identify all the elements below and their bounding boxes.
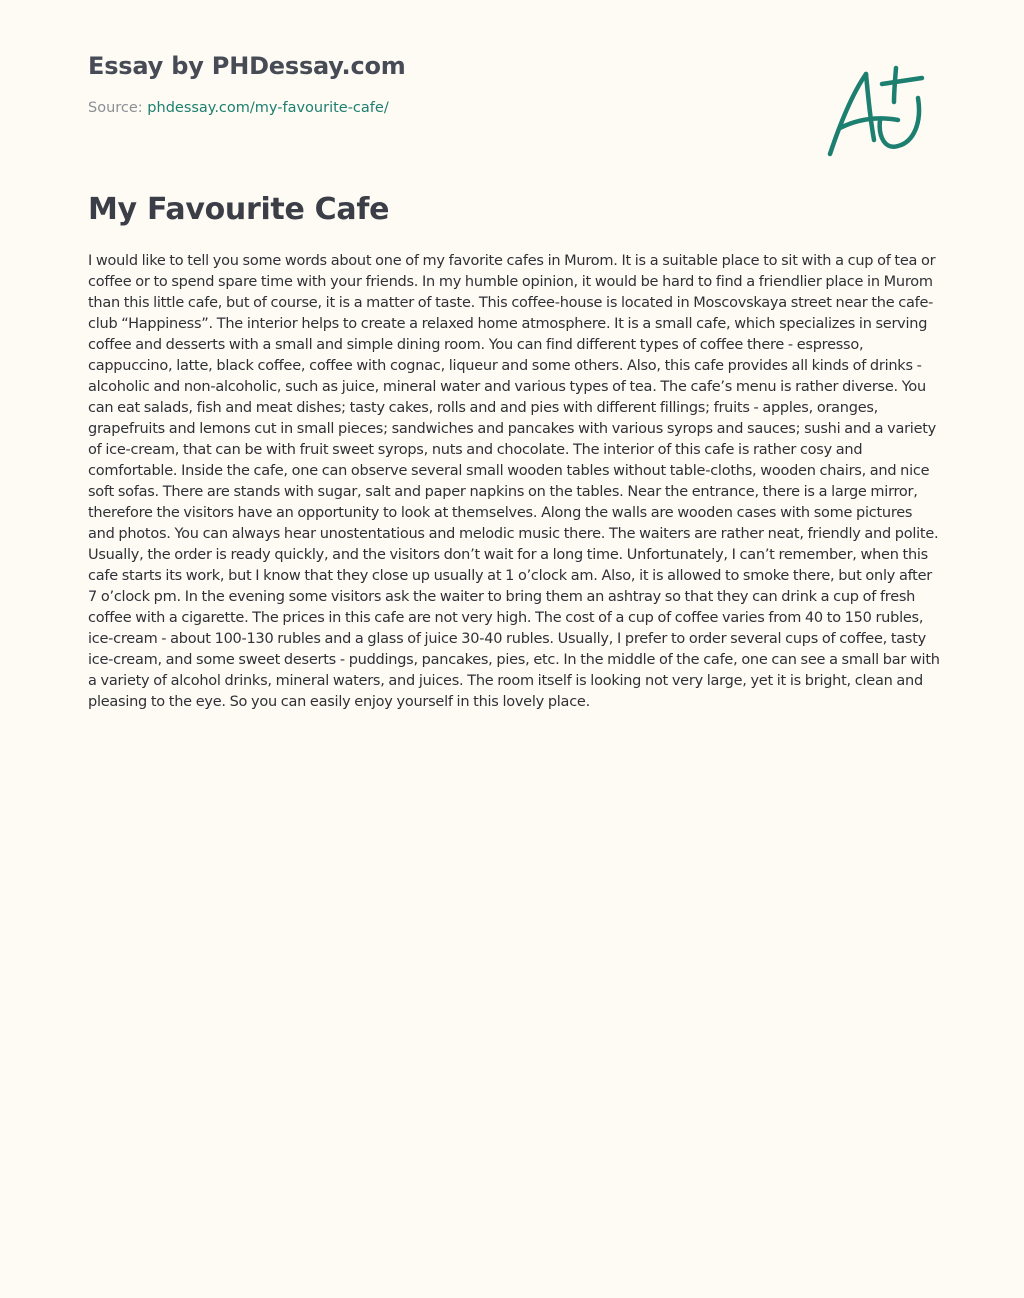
site-brand: Essay by PHDessay.com	[88, 52, 406, 80]
source-label: Source:	[88, 100, 148, 116]
source-link[interactable]: phdessay.com/my-favourite-cafe/	[147, 100, 389, 116]
a-plus-grade-logo-icon	[822, 62, 930, 162]
essay-title: My Favourite Cafe	[88, 192, 390, 227]
page-header	[88, 50, 788, 116]
source-line	[88, 100, 389, 116]
essay-body: I would like to tell you some words about one of my favorite cafes in Murom. It is a suitable place to sit with a cup of tea or coffee or to spend spare time with your friends. In my humble opinion, it would be hard to find a friendlier place in Murom than this little cafe, but of course, it is a matter of taste. This coffee-house is located in Moscovskaya street near the cafe-club “Happiness”. The interior helps to create a relaxed home atmosphere. It is a small cafe, which specializes in serving coffee and desserts with a small and simple dining room. You can find different types of coffee there - espresso, cappuccino, latte, black coffee, coffee with cognac, liqueur and some others. Also, this cafe provides all kinds of drinks - alcoholic and non-alcoholic, such as juice, mineral water and various types of tea. The cafe’s menu is rather diverse. You can eat salads, fish and meat dishes; tasty cakes, rolls and and pies with different fillings; fruits - apples, oranges, grapefruits and lemons cut in small pieces; sandwiches and pancakes with various syrops and sauces; sushi and a variety of ice-cream, that can be with fruit sweet syrops, nuts and chocolate. The interior of this cafe is rather cosy and comfortable. Inside the cafe, one can observe several small wooden tables without table-cloths, wooden chairs, and nice soft sofas. There are stands with sugar, salt and paper napkins on the tables. Near the entrance, there is a large mirror, therefore the visitors have an opportunity to look at themselves. Along the walls are wooden cases with some pictures and photos. You can always hear unostentatious and melodic music there. The waiters are rather neat, friendly and polite. Usually, the order is ready quickly, and the visitors don’t wait for a long time. Unfortunately, I can’t remember, when this cafe starts its work, but I know that they close up usually at 1 o’clock am. Also, it is allowed to smoke there, but only after 7 o’clock pm. In the evening some visitors ask the waiter to bring them an ashtray so that they can drink a cup of fresh coffee with a cigarette. The prices in this cafe are not very high. The cost of a cup of coffee varies from 40 to 150 rubles, ice-cream - about 100-130 rubles and a glass of juice 30-40 rubles. Usually, I prefer to order several cups of coffee, tasty ice-cream, and some sweet deserts - puddings, pancakes, pies, etc. In the middle of the cafe, one can see a small bar with a variety of alcohol drinks, mineral waters, and juices. The room itself is looking not very large, yet it is bright, clean and pleasing to the eye. So you can easily enjoy yourself in this lovely place.	[88, 253, 940, 710]
